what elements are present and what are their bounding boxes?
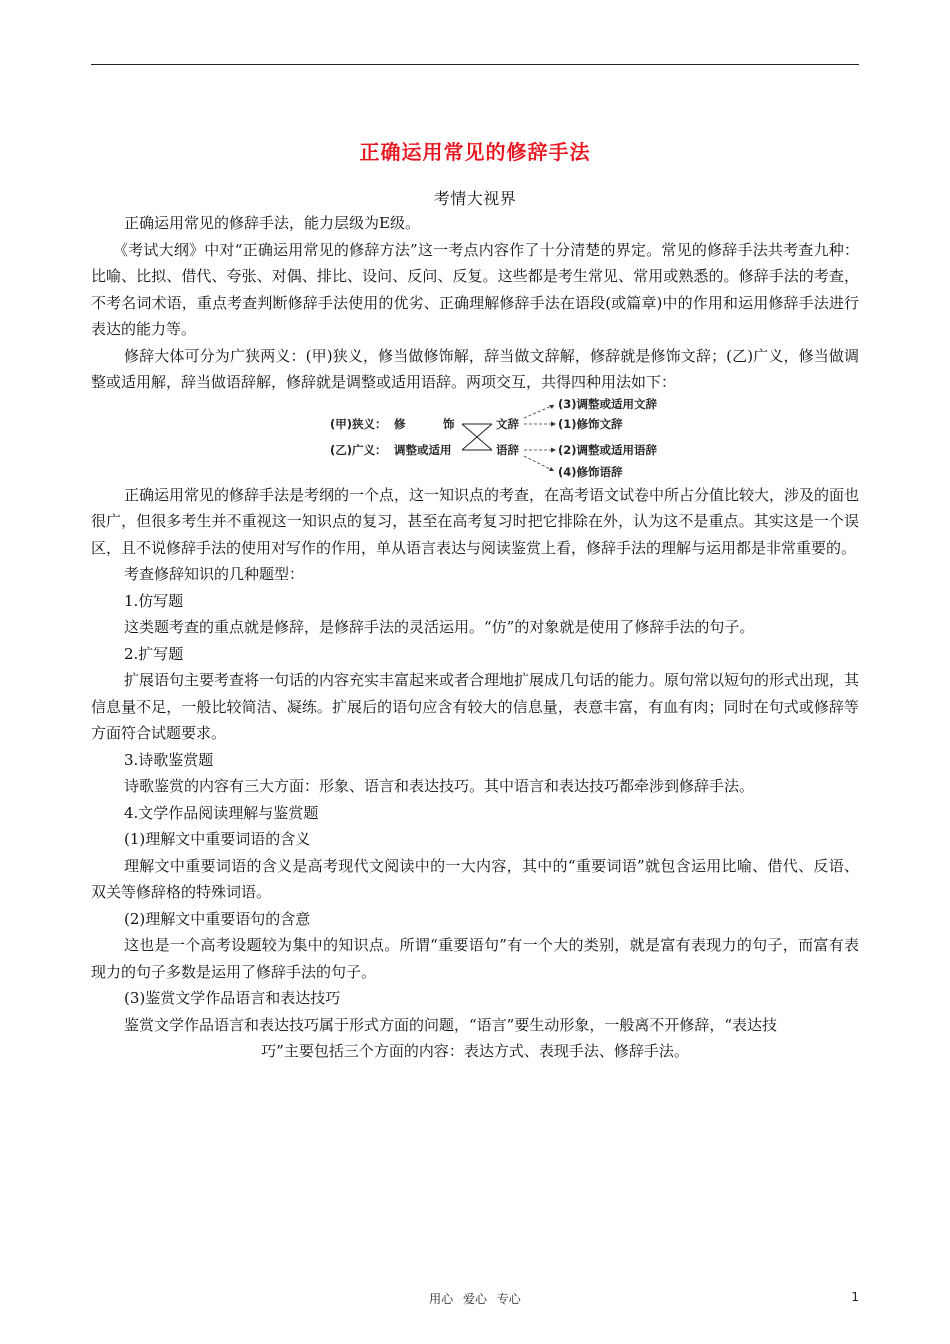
paragraph: 扩展语句主要考查将一句话的内容充实丰富起来或者合理地扩展成几句话的能力。原句常以短句的形式出现，其信息量不足，一般比较简洁、凝练。扩展后的语句应含有较大的信息量，表意丰富，有血有肉；同时在句式或修辞等方面符合试题要求。 bbox=[91, 671, 860, 742]
paragraph-continuation: 巧”主要包括三个方面的内容：表达方式、表现手法、修辞手法。 bbox=[261, 1042, 689, 1060]
question-type-heading: 1.仿写题 bbox=[124, 591, 184, 610]
diagram-label-xiu: 修 bbox=[394, 416, 406, 431]
question-type-heading: 2.扩写题 bbox=[124, 644, 184, 663]
diagram-label-wenci: 文辞 bbox=[496, 416, 519, 431]
paragraph: 考查修辞知识的几种题型： bbox=[124, 565, 305, 583]
paragraph: 正确运用常见的修辞手法，能力层级为E级。 bbox=[124, 214, 420, 232]
sub-heading: (1)理解文中重要词语的含义 bbox=[124, 830, 311, 848]
diagram-output-1: (1)修饰文辞 bbox=[558, 416, 623, 431]
question-type-heading: 3.诗歌鉴赏题 bbox=[124, 750, 214, 769]
dashed-arrows bbox=[524, 405, 554, 471]
cross-connector bbox=[462, 424, 492, 450]
page-number: 1 bbox=[851, 1290, 859, 1304]
paragraph: 《考试大纲》中对“正确运用常见的修辞方法”这一考点内容作了十分清楚的界定。常见的修辞手法共考查九种：比喻、比拟、借代、夸张、对偶、排比、设问、反问、反复。这些都是考生常见、常用或熟悉的。修辞手法的考查，不考名词术语，重点考查判断修辞手法使用的优劣、正确理解修辞手法在语段(或篇章)中的作用和运用修辞手法进行表达的能力等。 bbox=[91, 240, 859, 338]
diagram-label-narrow: (甲)狭义： bbox=[330, 416, 387, 431]
section-heading: 考情大视界 bbox=[433, 189, 517, 208]
paragraph: 修辞大体可分为广狭两义：(甲)狭义，修当做修饰解，辞当做文辞解，修辞就是修饰文辞；(乙)广义，修当做调整或适用解，辞当做语辞解，修辞就是调整或适用语辞。两项交互，共得四种用法如下： bbox=[91, 346, 859, 391]
sub-heading: (2)理解文中重要语句的含意 bbox=[124, 909, 311, 928]
diagram-output-2: (2)调整或适用语辞 bbox=[558, 442, 658, 457]
diagram-label-adjust: 调整或适用 bbox=[394, 442, 452, 457]
diagram-output-3: (3)调整或适用文辞 bbox=[558, 396, 658, 411]
paragraph: 诗歌鉴赏的内容有三大方面：形象、语言和表达技巧。其中语言和表达技巧都牵涉到修辞手法。 bbox=[124, 777, 755, 795]
diagram-label-broad: (乙)广义： bbox=[330, 442, 387, 457]
diagram-label-shi: 饰 bbox=[443, 416, 455, 431]
rhetoric-diagram-svg bbox=[328, 396, 708, 482]
document-title: 正确运用常见的修辞手法 bbox=[359, 140, 591, 164]
paragraph: 鉴赏文学作品语言和表达技巧属于形式方面的问题，“语言”要生动形象，一般离不开修辞，“表达技 bbox=[124, 1015, 778, 1034]
document-body bbox=[91, 210, 859, 1065]
rhetoric-diagram bbox=[91, 396, 859, 482]
sub-heading: (3)鉴赏文学作品语言和表达技巧 bbox=[124, 989, 341, 1007]
page-footer: 用心 爱心 专心 bbox=[429, 1292, 521, 1306]
paragraph: 正确运用常见的修辞手法是考纲的一个点，这一知识点的考查，在高考语文试卷中所占分值比较大，涉及的面也很广，但很多考生并不重视这一知识点的复习，甚至在高考复习时把它排除在外，认为这不是重点。其实这是一个误区，且不说修辞手法的使用对写作的作用，单从语言表达与阅读鉴赏上看，修辞手法的理解与运用都是非常重要的。 bbox=[91, 485, 860, 557]
diagram-output-4: (4)修饰语辞 bbox=[558, 464, 623, 479]
paragraph: 理解文中重要词语的含义是高考现代文阅读中的一大内容，其中的“重要词语”就包含运用比喻、借代、反语、双关等修辞格的特殊词语。 bbox=[91, 856, 859, 901]
arrow-heads bbox=[549, 405, 556, 471]
paragraph: 这也是一个高考设题较为集中的知识点。所谓“重要语句”有一个大的类别，就是富有表现力的句子，而富有表现力的句子多数是运用了修辞手法的句子。 bbox=[91, 936, 859, 981]
diagram-label-yuci: 语辞 bbox=[496, 442, 519, 457]
header-rule bbox=[91, 64, 859, 65]
paragraph: 这类题考查的重点就是修辞，是修辞手法的灵活运用。“仿”的对象就是使用了修辞手法的句子。 bbox=[124, 618, 755, 636]
question-type-heading: 4.文学作品阅读理解与鉴赏题 bbox=[124, 803, 319, 822]
